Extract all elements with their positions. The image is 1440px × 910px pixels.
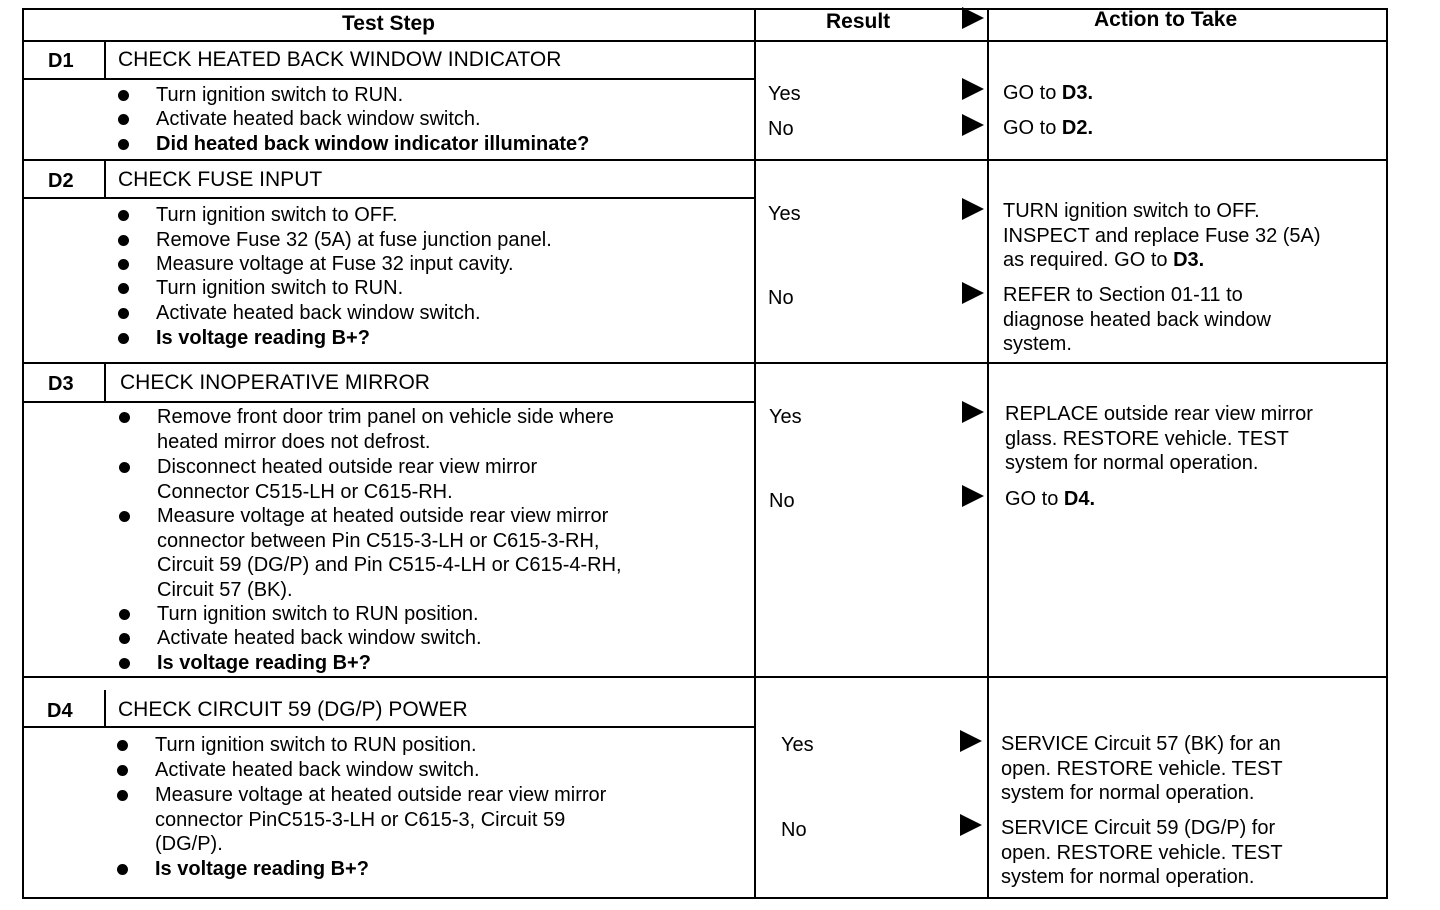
- step-bullet-text: Activate heated back window switch.: [155, 759, 480, 781]
- arrow-right-icon: [962, 282, 984, 304]
- arrow-right-icon: [960, 730, 982, 752]
- step-question-text: Is voltage reading B+?: [155, 858, 369, 880]
- step-bullet-text: Turn ignition switch to RUN.: [156, 84, 404, 106]
- arrow-right-icon: [962, 78, 984, 100]
- arrow-right-icon: [962, 114, 984, 136]
- step-id-d4: D4: [47, 700, 73, 722]
- action-text: REFER to Section 01-11 to diagnose heated back window system.: [1003, 284, 1271, 355]
- action-text: REPLACE outside rear view mirror glass. RESTORE vehicle. TEST system for normal operation.: [1005, 403, 1313, 474]
- id-divider-d2: [104, 159, 106, 198]
- result-label-yes: Yes: [769, 406, 802, 428]
- bullet-icon: [118, 259, 129, 270]
- section-divider-d3: [22, 676, 1388, 678]
- action-text: GO to D2.: [1003, 117, 1094, 139]
- step-question-text: Is voltage reading B+?: [156, 327, 370, 349]
- bullet-icon: [118, 114, 129, 125]
- step-bullet-text: Turn ignition switch to RUN position.: [155, 734, 477, 756]
- title-divider-d1: [22, 78, 755, 80]
- result-label-yes: Yes: [781, 734, 814, 756]
- action-text: SERVICE Circuit 57 (BK) for an open. RESTORE vehicle. TEST system for normal operation.: [1001, 733, 1283, 804]
- bullet-icon: [117, 864, 128, 875]
- bullet-icon: [119, 658, 130, 669]
- arrow-right-icon: [962, 198, 984, 220]
- bullet-icon: [118, 139, 129, 150]
- step-bullet-text: Turn ignition switch to RUN.: [156, 277, 404, 299]
- id-divider-d4: [104, 690, 106, 727]
- bullet-icon: [118, 283, 129, 294]
- step-bullet-text: Disconnect heated outside rear view mirror Connector C515-LH or C615-RH.: [157, 456, 538, 503]
- step-bullet-text: Turn ignition switch to RUN position.: [157, 603, 479, 625]
- bullet-icon: [119, 462, 130, 473]
- bullet-icon: [118, 90, 129, 101]
- title-divider-d2: [22, 197, 755, 199]
- bullet-icon: [117, 765, 128, 776]
- header-result: Result: [826, 10, 891, 33]
- header-test-step: Test Step: [342, 12, 435, 35]
- arrow-right-icon: [962, 401, 984, 423]
- bullet-icon: [118, 210, 129, 221]
- bullet-icon: [118, 308, 129, 319]
- step-title-d1: CHECK HEATED BACK WINDOW INDICATOR: [118, 48, 562, 71]
- bullet-icon: [117, 790, 128, 801]
- bullet-icon: [118, 235, 129, 246]
- column-divider-result: [754, 8, 756, 899]
- action-text: GO to D4.: [1005, 488, 1096, 510]
- id-divider-d3: [104, 362, 106, 402]
- step-bullet-text: Turn ignition switch to OFF.: [156, 204, 398, 226]
- action-text: SERVICE Circuit 59 (DG/P) for open. RESTORE vehicle. TEST system for normal operation.: [1001, 817, 1283, 888]
- table-bottom-border: [22, 897, 1388, 899]
- table-right-border: [1386, 8, 1388, 899]
- step-bullet-text: Activate heated back window switch.: [156, 302, 481, 324]
- header-action: Action to Take: [1094, 8, 1238, 31]
- step-bullet-text: Remove front door trim panel on vehicle side where heated mirror does not defrost.: [157, 406, 614, 453]
- step-title-d4: CHECK CIRCUIT 59 (DG/P) POWER: [118, 698, 468, 721]
- result-label-yes: Yes: [768, 83, 801, 105]
- step-bullet-text: Activate heated back window switch.: [157, 627, 482, 649]
- step-bullet-text: Measure voltage at heated outside rear view mirror connector between Pin C515-3-LH or C615-3-RH, Circuit 59 (DG/P) and Pin C515-4-LH or C615-4-RH, Circuit 57 (BK).: [157, 505, 622, 601]
- step-title-d3: CHECK INOPERATIVE MIRROR: [120, 371, 430, 394]
- step-id-d3: D3: [48, 373, 74, 395]
- result-label-no: No: [768, 287, 794, 309]
- step-id-d1: D1: [48, 50, 74, 72]
- section-divider-d2: [22, 362, 1388, 364]
- section-divider-d1: [22, 159, 1388, 161]
- column-divider-action: [987, 8, 989, 899]
- title-divider-d3: [22, 401, 755, 403]
- result-label-no: No: [781, 819, 807, 841]
- bullet-icon: [117, 740, 128, 751]
- table-left-border: [22, 8, 24, 899]
- bullet-icon: [119, 511, 130, 522]
- header-divider: [22, 40, 1388, 42]
- step-question-text: Did heated back window indicator illuminate?: [156, 133, 590, 155]
- bullet-icon: [119, 412, 130, 423]
- step-title-d2: CHECK FUSE INPUT: [118, 168, 323, 191]
- result-label-no: No: [769, 490, 795, 512]
- title-divider-d4: [22, 726, 755, 728]
- header-arrow-icon: [962, 7, 984, 29]
- step-question-text: Is voltage reading B+?: [157, 652, 371, 674]
- id-divider-d1: [104, 40, 106, 79]
- step-bullet-text: Activate heated back window switch.: [156, 108, 481, 130]
- arrow-right-icon: [960, 814, 982, 836]
- arrow-right-icon: [962, 485, 984, 507]
- step-bullet-text: Measure voltage at Fuse 32 input cavity.: [156, 253, 514, 275]
- action-text: GO to D3.: [1003, 82, 1094, 104]
- result-label-no: No: [768, 118, 794, 140]
- bullet-icon: [119, 609, 130, 620]
- bullet-icon: [119, 633, 130, 644]
- result-label-yes: Yes: [768, 203, 801, 225]
- action-text: TURN ignition switch to OFF. INSPECT and replace Fuse 32 (5A) as required. GO to D3.: [1003, 200, 1321, 271]
- step-id-d2: D2: [48, 170, 74, 192]
- step-bullet-text: Remove Fuse 32 (5A) at fuse junction panel.: [156, 229, 552, 251]
- bullet-icon: [118, 333, 129, 344]
- step-bullet-text: Measure voltage at heated outside rear view mirror connector PinC515-3-LH or C615-3, Circuit 59 (DG/P).: [155, 784, 607, 855]
